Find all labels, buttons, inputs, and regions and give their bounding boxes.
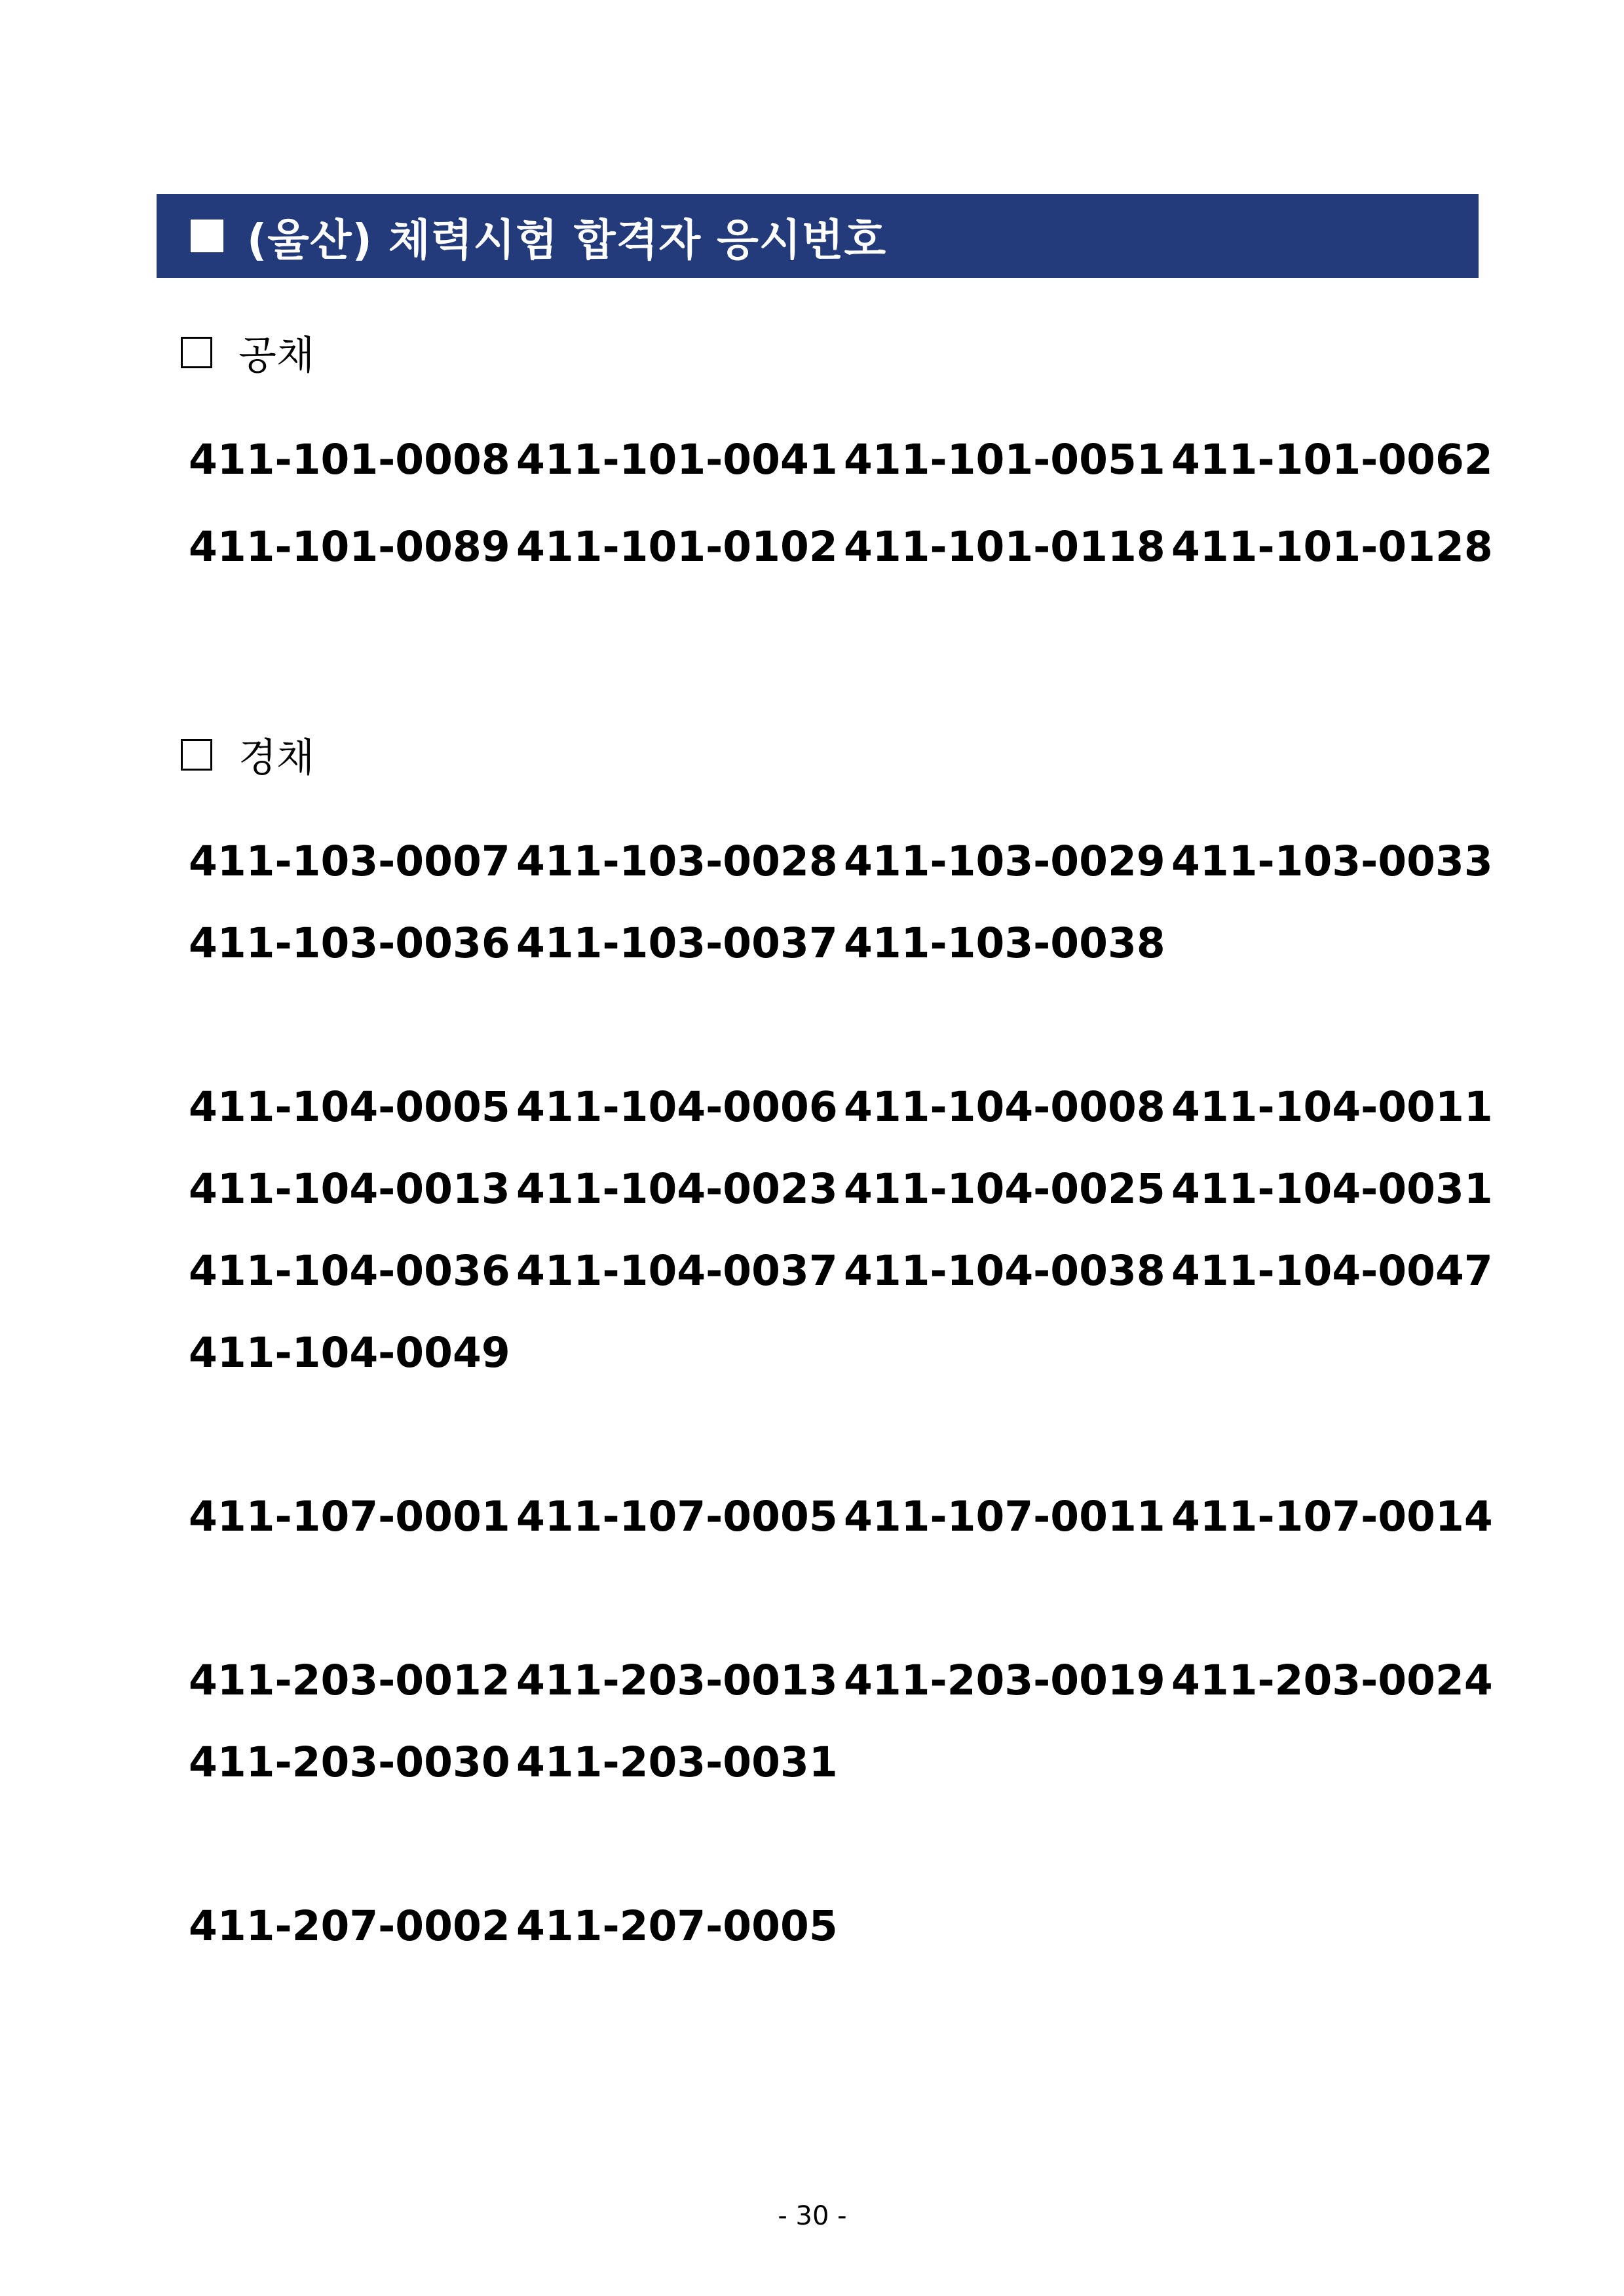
empty-square-bullet-icon	[181, 337, 212, 368]
exam-number: 411-101-0008	[189, 436, 510, 484]
section-label: 경채	[238, 735, 314, 781]
exam-number: 411-104-0011	[1171, 1083, 1493, 1131]
exam-number: 411-207-0002	[189, 1902, 510, 1950]
exam-number: 411-104-0006	[516, 1083, 838, 1131]
exam-number: 411-207-0005	[516, 1902, 838, 1950]
exam-number: 411-104-0025	[844, 1165, 1165, 1213]
section-heading-career-recruitment	[181, 729, 314, 781]
exam-number: 411-101-0062	[1171, 436, 1493, 484]
exam-number: 411-101-0118	[844, 523, 1165, 571]
exam-number: 411-104-0031	[1171, 1165, 1493, 1213]
exam-number: 411-101-0128	[1171, 523, 1493, 571]
exam-number: 411-103-0029	[844, 837, 1165, 885]
exam-number: 411-107-0014	[1171, 1493, 1493, 1540]
exam-number: 411-101-0051	[844, 436, 1165, 484]
exam-number: 411-101-0089	[189, 523, 510, 571]
exam-number: 411-104-0013	[189, 1165, 510, 1213]
section-label: 공채	[238, 333, 314, 379]
exam-number: 411-104-0008	[844, 1083, 1165, 1131]
exam-number: 411-104-0005	[189, 1083, 510, 1131]
exam-number: 411-203-0012	[189, 1656, 510, 1704]
empty-square-bullet-icon	[181, 739, 212, 771]
black-square-bullet-icon	[191, 220, 223, 252]
exam-number: 411-104-0047	[1171, 1247, 1493, 1295]
exam-number: 411-104-0023	[516, 1165, 838, 1213]
exam-number: 411-103-0038	[844, 919, 1165, 967]
exam-number: 411-104-0038	[844, 1247, 1165, 1295]
exam-number: 411-101-0041	[516, 436, 838, 484]
exam-number: 411-104-0036	[189, 1247, 510, 1295]
exam-number: 411-101-0102	[516, 523, 838, 571]
exam-number: 411-107-0011	[844, 1493, 1165, 1540]
page-number: - 30 -	[778, 2201, 847, 2231]
section-heading-open-recruitment	[181, 326, 314, 379]
exam-number: 411-103-0036	[189, 919, 510, 967]
exam-number: 411-103-0007	[189, 837, 510, 885]
exam-number: 411-203-0024	[1171, 1656, 1493, 1704]
exam-number: 411-103-0037	[516, 919, 838, 967]
exam-number: 411-103-0033	[1171, 837, 1493, 885]
exam-number: 411-107-0001	[189, 1493, 510, 1540]
exam-number: 411-203-0031	[516, 1738, 838, 1786]
exam-number: 411-203-0030	[189, 1738, 510, 1786]
exam-number: 411-203-0013	[516, 1656, 838, 1704]
exam-number: 411-104-0037	[516, 1247, 838, 1295]
exam-number: 411-107-0005	[516, 1493, 838, 1540]
section-title-bar	[157, 194, 1479, 278]
exam-number: 411-104-0049	[189, 1329, 510, 1377]
exam-number: 411-203-0019	[844, 1656, 1165, 1704]
page-title: (울산) 체력시험 합격자 응시번호	[247, 214, 887, 265]
exam-number: 411-103-0028	[516, 837, 838, 885]
